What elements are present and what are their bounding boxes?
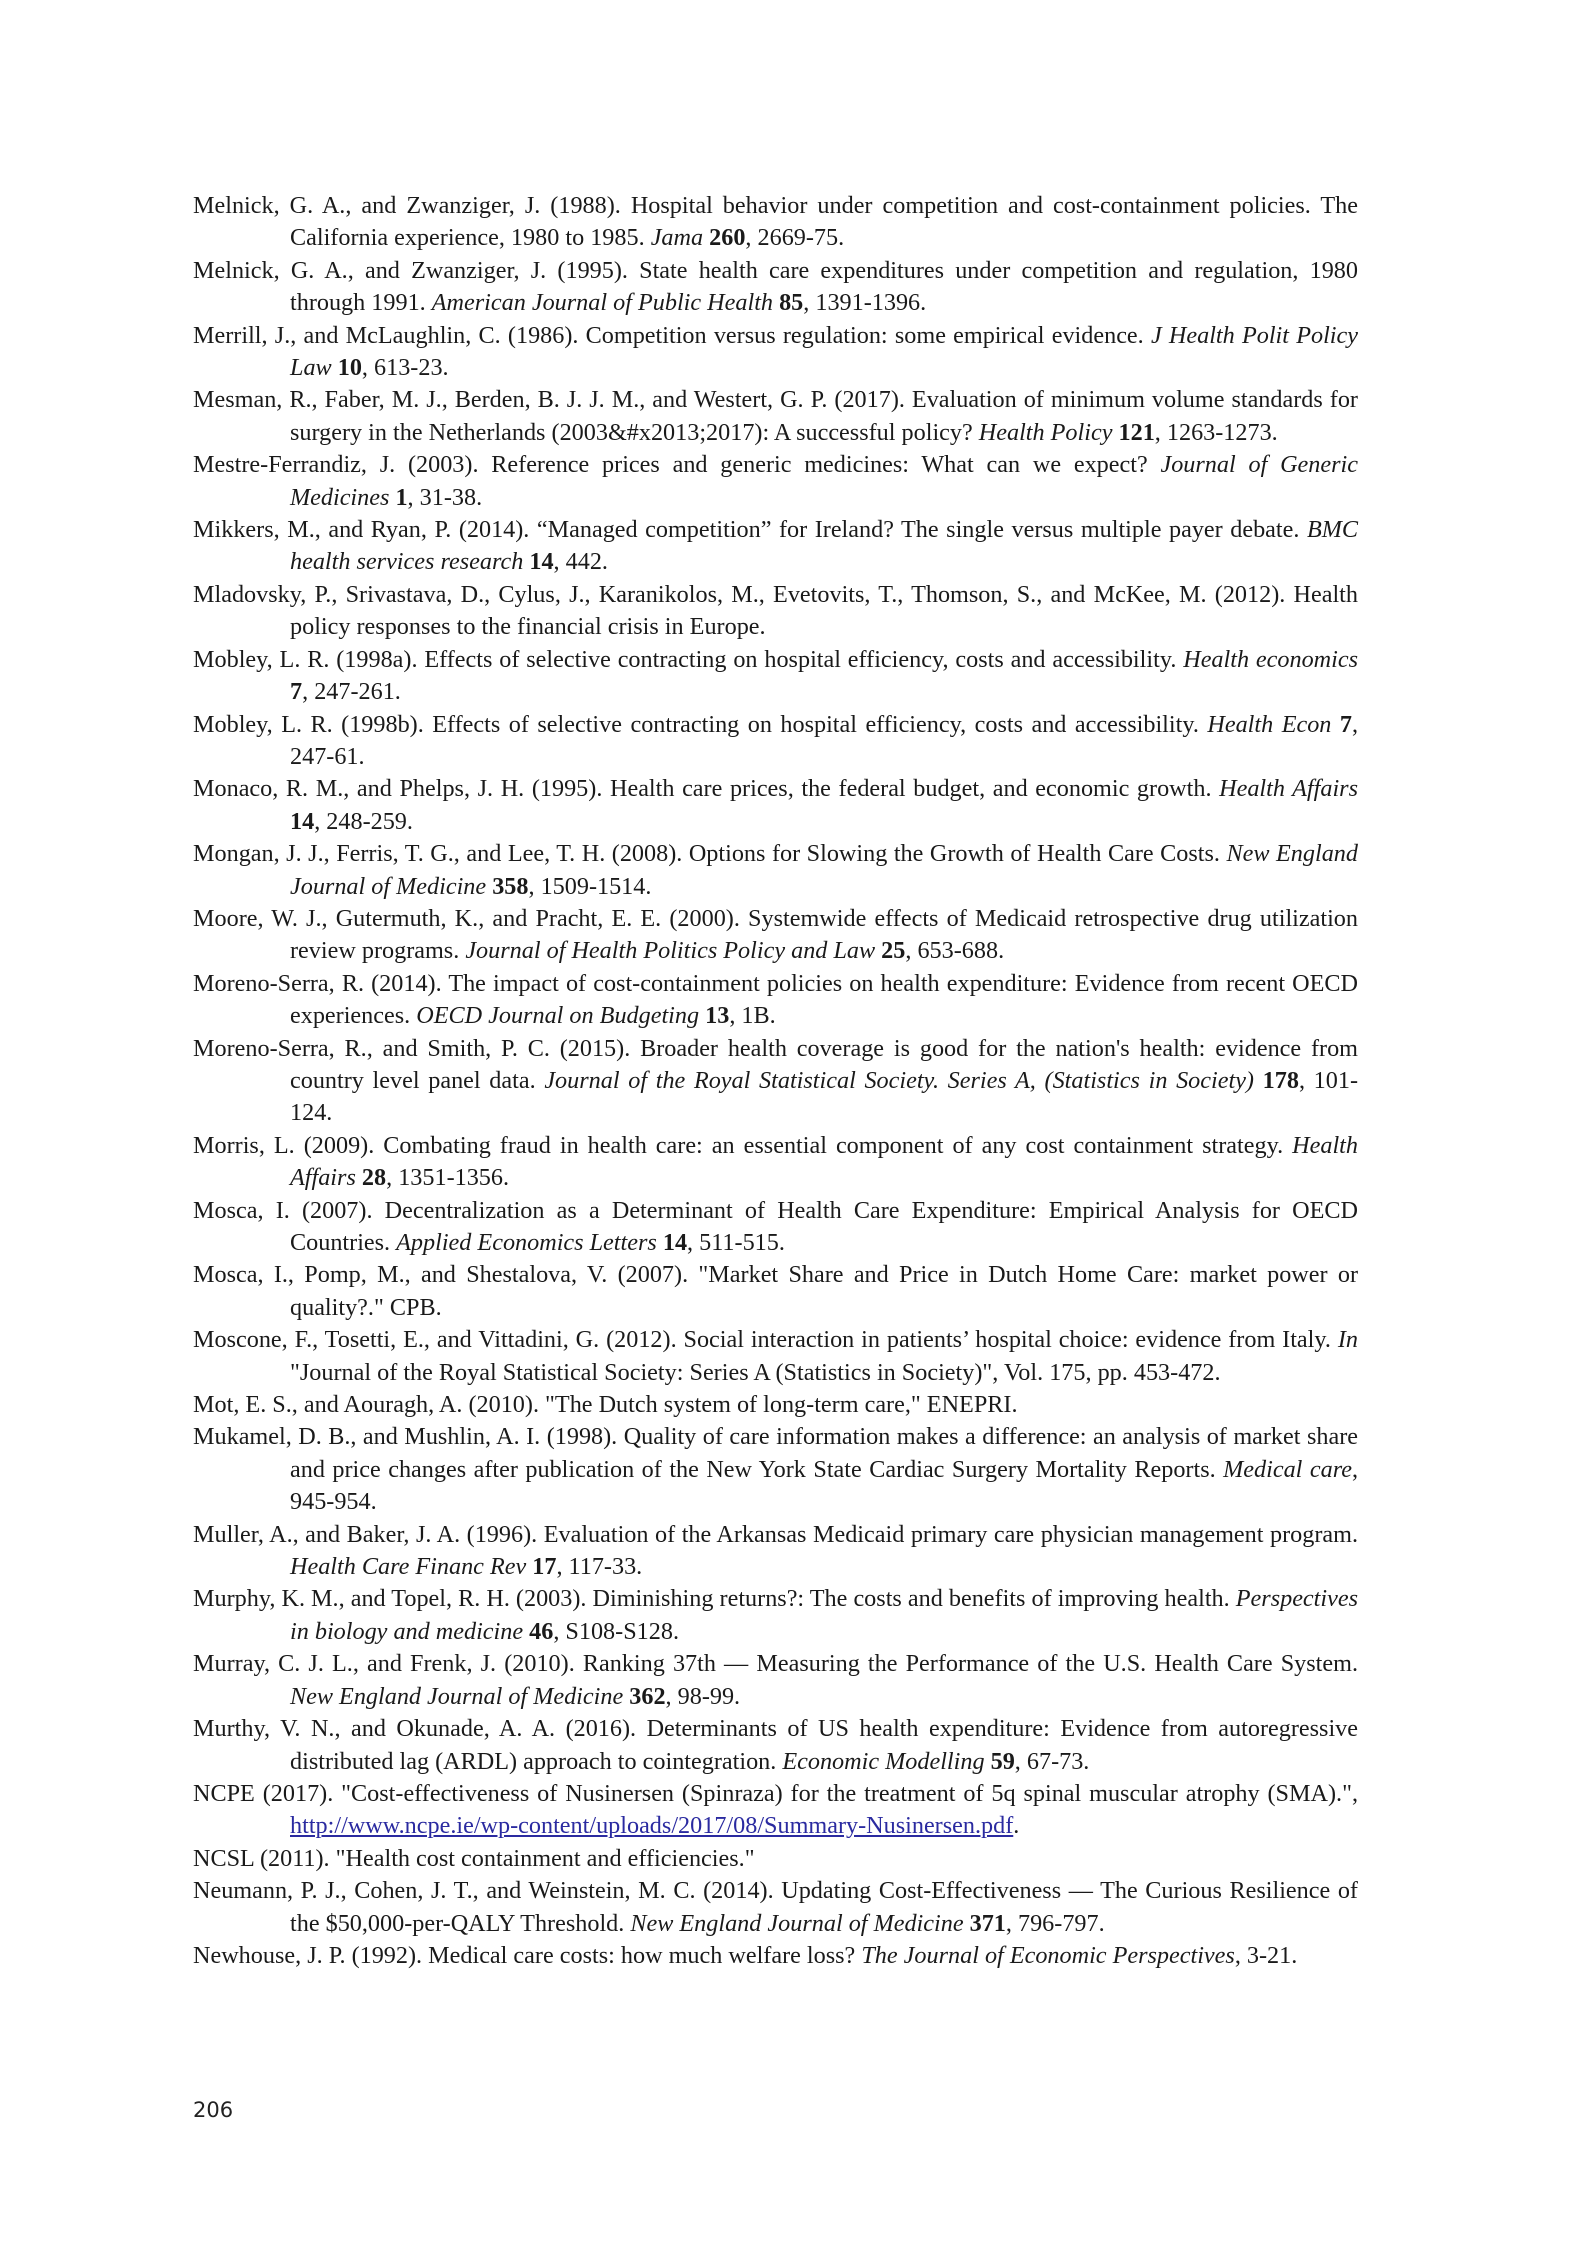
reference-text: Monaco, R. M., and Phelps, J. H. (1995). Health care prices, the federal budget, and economic growth. xyxy=(193,775,1220,803)
reference-volume: 59 xyxy=(990,1747,1015,1775)
reference-journal: American Journal of Public Health xyxy=(431,289,774,317)
reference-text: NCSL (2011). "Health cost containment and efficiencies." xyxy=(193,1844,755,1872)
reference-entry xyxy=(193,1421,1358,1518)
reference-journal: Health Econ xyxy=(1207,710,1332,738)
reference-text xyxy=(1254,1067,1263,1094)
reference-volume: 260 xyxy=(709,224,746,252)
reference-entry xyxy=(193,1130,1358,1195)
reference-entry xyxy=(193,1778,1358,1843)
reference-text: , S108-S128. xyxy=(553,1617,679,1645)
reference-entry xyxy=(193,384,1358,449)
reference-entry xyxy=(193,1875,1358,1940)
reference-entry xyxy=(193,1519,1358,1584)
reference-volume: 85 xyxy=(779,289,804,317)
reference-volume: 10 xyxy=(337,354,362,382)
reference-text: NCPE (2017). "Cost-effectiveness of Nusinersen (Spinraza) for the treatment of 5q spinal muscular atrophy (SMA).", xyxy=(193,1779,1358,1807)
reference-text: , 613-23. xyxy=(361,354,449,382)
reference-text: Mladovsky, P., Srivastava, D., Cylus, J., Karanikolos, M., Evetovits, T., Thomson, S., and McKee, M. (2012). Health policy responses to the financial crisis in Europe. xyxy=(193,580,1358,641)
reference-volume: 14 xyxy=(290,807,315,835)
reference-journal: Health Affairs xyxy=(1219,775,1358,803)
reference-journal: New England Journal of Medicine xyxy=(630,1909,964,1937)
reference-entry xyxy=(193,644,1358,709)
reference-entry xyxy=(193,255,1358,320)
reference-journal: OECD Journal on Budgeting xyxy=(416,1002,700,1030)
reference-volume: 25 xyxy=(881,937,906,965)
reference-text: Mot, E. S., and Aouragh, A. (2010). "The Dutch system of long-term care," ENEPRI. xyxy=(193,1391,1018,1419)
reference-entry xyxy=(193,320,1358,385)
reference-text: , 247-261. xyxy=(302,678,401,706)
reference-journal: BMC health services research xyxy=(290,516,1358,576)
reference-journal: Health economics xyxy=(1183,645,1358,673)
reference-journal: New England Journal of Medicine xyxy=(290,1682,624,1710)
reference-entry xyxy=(193,1389,1358,1421)
reference-volume: 46 xyxy=(529,1617,554,1645)
reference-text: "Journal of the Royal Statistical Society: Series A (Statistics in Society)", Vol. 175, pp. 453-472. xyxy=(290,1358,1221,1386)
reference-volume: 13 xyxy=(705,1002,730,1030)
reference-entry xyxy=(193,579,1358,644)
reference-entry xyxy=(193,1324,1358,1389)
reference-text: Moscone, F., Tosetti, E., and Vittadini, G. (2012). Social interaction in patients’ hospital choice: evidence from Italy. xyxy=(193,1326,1338,1354)
reference-journal: Medical care xyxy=(1223,1455,1352,1483)
reference-text: Moreno-Serra, R. (2014). The impact of cost-containment policies on health expenditure: Evidence from recent OECD experiences. xyxy=(193,969,1358,1030)
reference-text: , 67-73. xyxy=(1014,1747,1090,1775)
reference-journal: Journal of Health Politics Policy and Law xyxy=(465,937,876,965)
reference-text: Mikkers, M., and Ryan, P. (2014). “Managed competition” for Ireland? The single versus multiple payer debate. xyxy=(193,516,1307,544)
reference-entry xyxy=(193,514,1358,579)
reference-text: Newhouse, J. P. (1992). Medical care costs: how much welfare loss? xyxy=(193,1941,862,1969)
reference-volume: 358 xyxy=(492,872,529,900)
reference-journal: Applied Economics Letters xyxy=(396,1229,657,1256)
page-number: 206 xyxy=(193,2098,234,2122)
reference-text: Mosca, I., Pomp, M., and Shestalova, V. (2007). "Market Share and Price in Dutch Home Care: market power or quality?." CPB. xyxy=(193,1261,1358,1321)
reference-text: , 101-124. xyxy=(290,1066,1359,1127)
reference-journal: Perspectives in biology and medicine xyxy=(290,1585,1358,1645)
reference-text: Mestre-Ferrandiz, J. (2003). Reference prices and generic medicines: What can we expect? xyxy=(193,451,1161,479)
reference-text: Murray, C. J. L., and Frenk, J. (2010). Ranking 37th — Measuring the Performance of the U.S. Health Care System. xyxy=(193,1650,1358,1678)
reference-volume: 362 xyxy=(629,1682,666,1710)
reference-text: , 31-38. xyxy=(407,483,483,511)
reference-entry xyxy=(193,1940,1358,1972)
reference-text: , 247-61. xyxy=(290,710,1359,770)
reference-journal: Health Policy xyxy=(978,418,1113,446)
reference-text: Mobley, L. R. (1998b). Effects of selective contracting on hospital efficiency, costs and accessibility. xyxy=(193,710,1208,738)
reference-volume: 121 xyxy=(1118,418,1155,446)
reference-text: , 117-33. xyxy=(556,1553,643,1581)
reference-entry xyxy=(193,1648,1358,1713)
reference-text: Mukamel, D. B., and Mushlin, A. I. (1998). Quality of care information makes a difference: an analysis of market share and price changes after publication of the New York State Cardiac Surgery Mortality Reports. xyxy=(193,1423,1358,1483)
reference-text: Melnick, G. A., and Zwanziger, J. (1988). Hospital behavior under competition and cost-containment policies. The California experience, 1980 to 1985. xyxy=(193,192,1358,252)
reference-text: Muller, A., and Baker, J. A. (1996). Evaluation of the Arkansas Medicaid primary care physician management program. xyxy=(193,1520,1358,1548)
reference-volume: 28 xyxy=(361,1164,387,1192)
reference-text: , 1263-1273. xyxy=(1154,418,1278,446)
reference-volume: 371 xyxy=(969,1909,1006,1937)
reference-text: Mesman, R., Faber, M. J., Berden, B. J. J. M., and Westert, G. P. (2017). Evaluation of minimum volume standards for surgery in the Netherlands (2003&#x2013;2017): A successful policy? xyxy=(193,386,1358,446)
reference-journal: Health Care Financ Rev xyxy=(290,1553,527,1581)
reference-entry xyxy=(193,190,1358,255)
reference-text: , 511-515. xyxy=(687,1229,785,1256)
reference-entry xyxy=(193,1583,1358,1648)
reference-journal: New England Journal of Medicine xyxy=(290,840,1358,900)
reference-text: , 98-99. xyxy=(665,1682,741,1710)
reference-entry xyxy=(193,1713,1358,1778)
reference-entry xyxy=(193,449,1358,514)
reference-text: , 248-259. xyxy=(314,807,413,835)
reference-journal: J Health Polit Policy Law xyxy=(290,321,1358,382)
reference-text: . xyxy=(1013,1812,1020,1840)
reference-text: Merrill, J., and McLaughlin, C. (1986). Competition versus regulation: some empirical evidence. xyxy=(193,321,1151,349)
reference-list xyxy=(193,190,1358,1972)
reference-text: Mosca, I. (2007). Decentralization as a Determinant of Health Care Expenditure: Empirical Analysis for OECD Countries. xyxy=(193,1196,1358,1256)
reference-text: , 2669-75. xyxy=(745,224,845,252)
reference-volume: 17 xyxy=(532,1553,557,1581)
reference-journal: Journal of the Royal Statistical Society. Series A, (Statistics in Society) xyxy=(544,1066,1254,1094)
reference-text: , 442. xyxy=(553,548,608,576)
reference-text: Moore, W. J., Gutermuth, K., and Pracht, E. E. (2000). Systemwide effects of Medicaid retrospective drug utilization review programs. xyxy=(193,904,1358,965)
reference-journal: Jama xyxy=(650,224,704,252)
reference-volume: 178 xyxy=(1262,1066,1299,1094)
reference-text: , 3-21. xyxy=(1234,1941,1298,1969)
reference-journal: In xyxy=(1337,1326,1358,1354)
reference-journal: Journal of Generic Medicines xyxy=(290,451,1358,511)
reference-text: , 1391-1396. xyxy=(803,289,927,317)
reference-journal: Economic Modelling xyxy=(782,1747,985,1775)
reference-text: , 945-954. xyxy=(290,1455,1358,1516)
reference-text: Melnick, G. A., and Zwanziger, J. (1995). State health care expenditures under competition and regulation, 1980 through 1991. xyxy=(193,256,1358,317)
reference-link[interactable]: http://www.ncpe.ie/wp-content/uploads/2017/08/Summary-Nusinersen.pdf xyxy=(290,1812,1014,1840)
reference-text: Mobley, L. R. (1998a). Effects of selective contracting on hospital efficiency, costs and accessibility. xyxy=(193,645,1184,673)
reference-text: Murthy, V. N., and Okunade, A. A. (2016). Determinants of US health expenditure: Evidence from autoregressive distributed lag (ARDL) approach to cointegration. xyxy=(193,1715,1358,1775)
reference-text: Moreno-Serra, R., and Smith, P. C. (2015). Broader health coverage is good for the nation's health: evidence from country level panel data. xyxy=(193,1034,1358,1094)
reference-text xyxy=(1331,711,1339,738)
reference-volume: 7 xyxy=(1339,710,1352,738)
reference-entry xyxy=(193,1033,1358,1130)
reference-entry xyxy=(193,1259,1358,1324)
reference-volume: 1 xyxy=(395,483,408,511)
reference-volume: 14 xyxy=(662,1229,688,1256)
reference-text: , 796-797. xyxy=(1005,1909,1105,1937)
reference-entry xyxy=(193,1843,1358,1875)
reference-text: Morris, L. (2009). Combating fraud in health care: an essential component of any cost containment strategy. xyxy=(193,1131,1293,1159)
reference-entry xyxy=(193,968,1358,1033)
reference-volume: 14 xyxy=(529,548,554,576)
reference-text: , 653-688. xyxy=(905,937,1005,965)
reference-entry xyxy=(193,903,1358,968)
reference-text: Murphy, K. M., and Topel, R. H. (2003). Diminishing returns?: The costs and benefits of improving health. xyxy=(193,1585,1236,1613)
reference-entry xyxy=(193,773,1358,838)
reference-text: , 1509-1514. xyxy=(528,872,652,900)
reference-journal: Health Affairs xyxy=(290,1131,1358,1192)
reference-text: , 1351-1356. xyxy=(386,1164,510,1192)
reference-entry xyxy=(193,709,1358,774)
reference-text: Mongan, J. J., Ferris, T. G., and Lee, T. H. (2008). Options for Slowing the Growth of Health Care Costs. xyxy=(193,840,1227,868)
reference-text: , 1B. xyxy=(729,1002,776,1030)
reference-volume: 7 xyxy=(290,678,303,706)
reference-entry xyxy=(193,1195,1358,1260)
reference-journal: The Journal of Economic Perspectives xyxy=(861,1941,1235,1969)
reference-entry xyxy=(193,838,1358,903)
reference-text: Neumann, P. J., Cohen, J. T., and Weinstein, M. C. (2014). Updating Cost-Effectiveness — The Curious Resilience of the $50,000-per-QALY Threshold. xyxy=(193,1877,1358,1937)
